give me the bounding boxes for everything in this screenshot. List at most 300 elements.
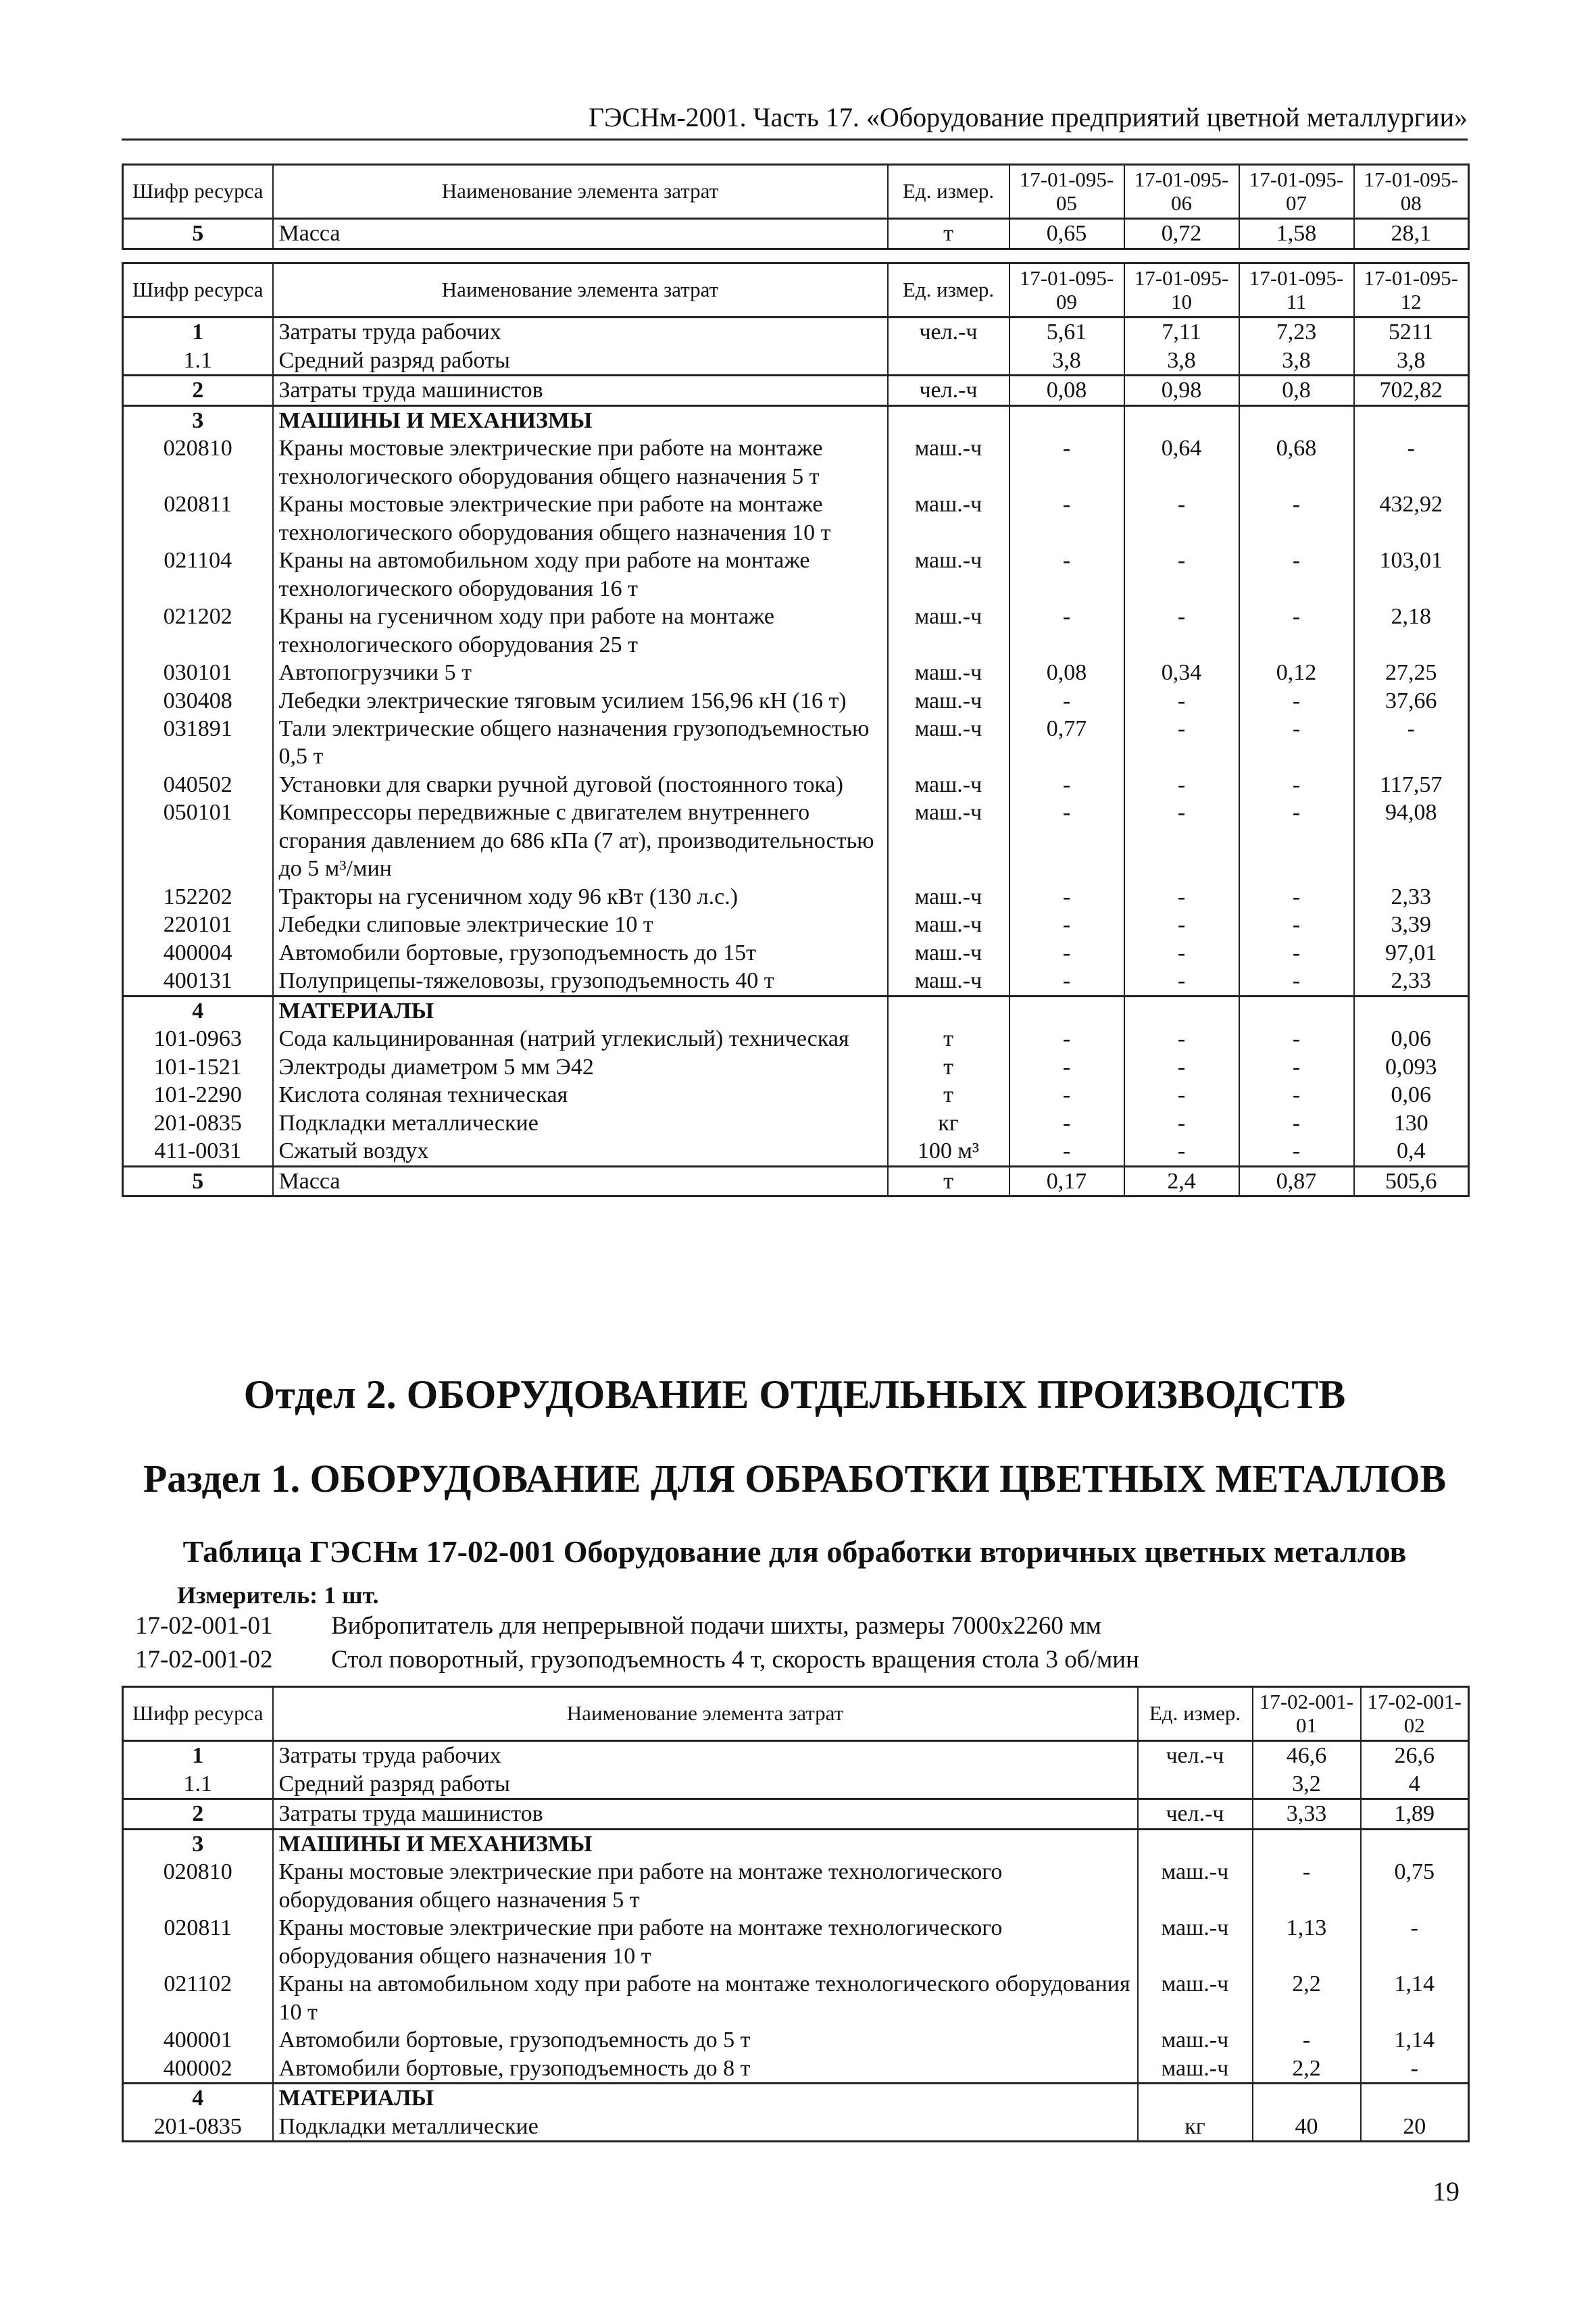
table-row <box>123 939 1469 967</box>
row-code: 1 <box>123 318 273 347</box>
row-unit: маш.-ч <box>888 967 1009 996</box>
row-value: 94,08 <box>1354 799 1469 882</box>
row-code: 5 <box>123 219 273 249</box>
table-3-header <box>123 1687 1469 1741</box>
row-name: Краны на автомобильном ходу при работе на монтаже технологического оборудования 10 т <box>273 1970 1138 2026</box>
row-unit: маш.-ч <box>888 434 1009 491</box>
row-value: 702,82 <box>1354 376 1469 405</box>
row-unit: маш.-ч <box>888 687 1009 715</box>
row-value: 1,14 <box>1361 1970 1469 2026</box>
row-name: Лебедки слиповые электрические 10 т <box>273 911 888 938</box>
header-col: 17-01-095-07 <box>1239 165 1354 219</box>
row-name: Полуприцепы-тяжеловозы, грузоподъемность 40 т <box>273 967 888 996</box>
row-unit: маш.-ч <box>1138 1970 1253 2026</box>
row-value: 7,23 <box>1239 318 1354 347</box>
row-value: 40 <box>1253 2113 1361 2142</box>
row-code: 3 <box>123 405 273 434</box>
row-value: 3,8 <box>1354 347 1469 376</box>
row-code: 400001 <box>123 2026 273 2054</box>
header-code: Шифр ресурса <box>123 263 273 318</box>
row-value: - <box>1361 2055 1469 2084</box>
table-title: Таблица ГЭСНм 17-02-001 Оборудование для обработки вторичных цветных металлов <box>182 1534 1407 1569</box>
row-code: 101-2290 <box>123 1081 273 1109</box>
row-value: 0,08 <box>1009 659 1124 686</box>
table-row <box>123 2026 1469 2054</box>
table-row <box>123 1025 1469 1053</box>
row-value: 26,6 <box>1361 1741 1469 1770</box>
row-name: Тали электрические общего назначения грузоподъемностью 0,5 т <box>273 715 888 771</box>
header-unit: Ед. измер. <box>888 263 1009 318</box>
row-value: 2,2 <box>1253 1970 1361 2026</box>
row-name: МАТЕРИАЛЫ <box>273 2084 1138 2113</box>
row-value: - <box>1124 1109 1239 1137</box>
header-code: Шифр ресурса <box>123 1687 273 1741</box>
row-value <box>1124 405 1239 434</box>
row-value: - <box>1361 1914 1469 1970</box>
row-code: 220101 <box>123 911 273 938</box>
row-unit <box>1138 1770 1253 1799</box>
row-unit: маш.-ч <box>888 771 1009 799</box>
row-value: - <box>1239 715 1354 771</box>
row-name: Затраты труда рабочих <box>273 318 888 347</box>
row-value <box>1354 405 1469 434</box>
table-row <box>123 547 1469 603</box>
header-col: 17-01-095-11 <box>1239 263 1354 318</box>
row-value <box>1354 996 1469 1025</box>
row-value: - <box>1009 1109 1124 1137</box>
row-value: - <box>1239 883 1354 911</box>
table-row <box>123 1109 1469 1137</box>
row-name: Автомобили бортовые, грузоподъемность до 8 т <box>273 2055 1138 2084</box>
row-unit: маш.-ч <box>888 491 1009 547</box>
row-name: Масса <box>273 1166 888 1196</box>
position-text: Стол поворотный, грузоподъемность 4 т, скорость вращения стола 3 об/мин <box>331 1646 1139 1674</box>
row-code: 4 <box>123 996 273 1025</box>
row-value: - <box>1239 799 1354 882</box>
meter-label: Измеритель: 1 шт. <box>177 1582 379 1609</box>
row-name: Подкладки металлические <box>273 2113 1138 2142</box>
row-value: - <box>1239 547 1354 603</box>
row-value: - <box>1124 799 1239 882</box>
row-value: 103,01 <box>1354 547 1469 603</box>
row-value: 0,4 <box>1354 1137 1469 1166</box>
table-row <box>123 491 1469 547</box>
row-unit <box>888 347 1009 376</box>
row-value: - <box>1009 939 1124 967</box>
row-value: 20 <box>1361 2113 1469 2142</box>
row-code: 020811 <box>123 491 273 547</box>
row-value: 130 <box>1354 1109 1469 1137</box>
table-row <box>123 434 1469 491</box>
row-value: 46,6 <box>1253 1741 1361 1770</box>
table-row <box>123 603 1469 659</box>
table-row <box>123 1770 1469 1799</box>
row-unit: маш.-ч <box>1138 1858 1253 1914</box>
table-row <box>123 1081 1469 1109</box>
row-name: Кислота соляная техническая <box>273 1081 888 1109</box>
header-col: 17-01-095-05 <box>1009 165 1124 219</box>
row-value <box>1253 2084 1361 2113</box>
row-name: Средний разряд работы <box>273 347 888 376</box>
row-code: 5 <box>123 1166 273 1196</box>
table-row <box>123 687 1469 715</box>
row-value: 3,8 <box>1009 347 1124 376</box>
row-name: Затраты труда рабочих <box>273 1741 1138 1770</box>
row-value <box>1361 2084 1469 2113</box>
row-code: 400002 <box>123 2055 273 2084</box>
row-code: 021104 <box>123 547 273 603</box>
row-code: 050101 <box>123 799 273 882</box>
table-1-header <box>123 165 1469 219</box>
row-code: 020810 <box>123 1858 273 1914</box>
row-name: Сжатый воздух <box>273 1137 888 1166</box>
row-unit: т <box>888 1025 1009 1053</box>
running-header: ГЭСНм-2001. Часть 17. «Оборудование предприятий цветной металлургии» <box>122 101 1468 141</box>
row-value: 0,06 <box>1354 1025 1469 1053</box>
row-unit: маш.-ч <box>888 603 1009 659</box>
row-value: 2,33 <box>1354 967 1469 996</box>
row-code: 1.1 <box>123 347 273 376</box>
row-value: - <box>1124 603 1239 659</box>
table-row <box>123 2113 1469 2142</box>
row-value: - <box>1124 911 1239 938</box>
row-unit: маш.-ч <box>888 659 1009 686</box>
row-value: - <box>1253 1858 1361 1914</box>
row-value: 3,8 <box>1239 347 1354 376</box>
row-value: 0,65 <box>1009 219 1124 249</box>
row-value: - <box>1124 939 1239 967</box>
table-row <box>123 911 1469 938</box>
header-col: 17-02-001-01 <box>1253 1687 1361 1741</box>
row-value: 1,89 <box>1361 1799 1469 1829</box>
resource-table-3 <box>122 1686 1470 2142</box>
row-name: Автомобили бортовые, грузоподъемность до 5 т <box>273 2026 1138 2054</box>
position-line <box>135 1645 1139 1674</box>
row-value: 2,2 <box>1253 2055 1361 2084</box>
row-unit: маш.-ч <box>888 939 1009 967</box>
row-value: 0,87 <box>1239 1166 1354 1196</box>
row-value: 2,18 <box>1354 603 1469 659</box>
row-value: 117,57 <box>1354 771 1469 799</box>
header-col: 17-01-095-09 <box>1009 263 1124 318</box>
row-value: - <box>1239 1137 1354 1166</box>
row-value: 0,72 <box>1124 219 1239 249</box>
row-value <box>1361 1829 1469 1858</box>
row-code: 021202 <box>123 603 273 659</box>
row-value: 2,4 <box>1124 1166 1239 1196</box>
row-value: - <box>1124 715 1239 771</box>
table-row <box>123 2084 1469 2113</box>
row-value: 3,8 <box>1124 347 1239 376</box>
row-code: 400131 <box>123 967 273 996</box>
row-value: 0,8 <box>1239 376 1354 405</box>
table-row <box>123 219 1469 249</box>
table-row <box>123 1970 1469 2026</box>
row-unit: т <box>888 1081 1009 1109</box>
position-code: 17-02-001-01 <box>135 1612 273 1640</box>
row-value: 0,08 <box>1009 376 1124 405</box>
row-unit: кг <box>888 1109 1009 1137</box>
row-value: - <box>1239 603 1354 659</box>
row-unit: т <box>888 1053 1009 1081</box>
department-heading: Отдел 2. ОБОРУДОВАНИЕ ОТДЕЛЬНЫХ ПРОИЗВОДСТВ <box>243 1372 1346 1417</box>
resource-table-2 <box>122 262 1470 1197</box>
row-name: МАШИНЫ И МЕХАНИЗМЫ <box>273 1829 1138 1858</box>
row-code: 1.1 <box>123 1770 273 1799</box>
row-code: 031891 <box>123 715 273 771</box>
row-name: Затраты труда машинистов <box>273 376 888 405</box>
header-code: Шифр ресурса <box>123 165 273 219</box>
row-code: 201-0835 <box>123 1109 273 1137</box>
row-name: Подкладки металлические <box>273 1109 888 1137</box>
row-unit: маш.-ч <box>888 883 1009 911</box>
position-code: 17-02-001-02 <box>135 1646 273 1674</box>
row-value: - <box>1009 883 1124 911</box>
page-number: 19 <box>1432 2176 1460 2207</box>
row-value: 1,58 <box>1239 219 1354 249</box>
row-value: 0,093 <box>1354 1053 1469 1081</box>
row-value: - <box>1124 1081 1239 1109</box>
row-code: 101-0963 <box>123 1025 273 1053</box>
row-unit <box>888 405 1009 434</box>
row-value: 0,64 <box>1124 434 1239 491</box>
row-value: 3,2 <box>1253 1770 1361 1799</box>
section-heading: Раздел 1. ОБОРУДОВАНИЕ ДЛЯ ОБРАБОТКИ ЦВЕТНЫХ МЕТАЛЛОВ <box>143 1457 1447 1501</box>
row-value: 2,33 <box>1354 883 1469 911</box>
header-unit: Ед. измер. <box>888 165 1009 219</box>
table-row <box>123 347 1469 376</box>
row-value <box>1239 405 1354 434</box>
row-value: - <box>1124 1053 1239 1081</box>
position-line <box>135 1611 1101 1640</box>
row-name: Краны мостовые электрические при работе на монтаже технологического оборудования общего назначения 10 т <box>273 1914 1138 1970</box>
row-name: Автомобили бортовые, грузоподъемность до 15т <box>273 939 888 967</box>
row-value: - <box>1239 911 1354 938</box>
row-value: - <box>1239 1053 1354 1081</box>
table-row <box>123 715 1469 771</box>
row-unit <box>1138 2084 1253 2113</box>
table-row <box>123 2055 1469 2084</box>
table-row <box>123 1829 1469 1858</box>
row-value: 0,06 <box>1354 1081 1469 1109</box>
table-row <box>123 1166 1469 1196</box>
table-row <box>123 1053 1469 1081</box>
row-value: 1,14 <box>1361 2026 1469 2054</box>
row-value: - <box>1009 1081 1124 1109</box>
table-row <box>123 1914 1469 1970</box>
header-unit: Ед. измер. <box>1138 1687 1253 1741</box>
row-name: Краны на автомобильном ходу при работе на монтаже технологического оборудования 16 т <box>273 547 888 603</box>
row-unit: маш.-ч <box>1138 2026 1253 2054</box>
row-value: - <box>1009 603 1124 659</box>
row-value: - <box>1354 715 1469 771</box>
row-value: 5211 <box>1354 318 1469 347</box>
row-unit: маш.-ч <box>888 547 1009 603</box>
row-value: - <box>1009 434 1124 491</box>
position-text: Вибропитатель для непрерывной подачи шихты, размеры 7000x2260 мм <box>331 1612 1101 1640</box>
row-unit: маш.-ч <box>888 715 1009 771</box>
header-col: 17-01-095-12 <box>1354 263 1469 318</box>
row-value: 3,33 <box>1253 1799 1361 1829</box>
row-value: 1,13 <box>1253 1914 1361 1970</box>
row-unit: 100 м³ <box>888 1137 1009 1166</box>
row-code: 020811 <box>123 1914 273 1970</box>
row-name: Компрессоры передвижные с двигателем внутреннего сгорания давлением до 686 кПа (7 ат), производительностью до 5 м³/мин <box>273 799 888 882</box>
row-unit: т <box>888 219 1009 249</box>
row-code: 152202 <box>123 883 273 911</box>
row-value: - <box>1009 967 1124 996</box>
table-row <box>123 799 1469 882</box>
resource-table-1 <box>122 164 1470 250</box>
table-row <box>123 1137 1469 1166</box>
row-value <box>1253 1829 1361 1858</box>
table-2-header <box>123 263 1469 318</box>
row-value: - <box>1009 687 1124 715</box>
row-unit: маш.-ч <box>888 911 1009 938</box>
row-value: - <box>1239 1109 1354 1137</box>
row-code: 411-0031 <box>123 1137 273 1166</box>
row-value: 0,34 <box>1124 659 1239 686</box>
row-code: 021102 <box>123 1970 273 2026</box>
row-code: 2 <box>123 376 273 405</box>
row-value: 37,66 <box>1354 687 1469 715</box>
row-name: МАТЕРИАЛЫ <box>273 996 888 1025</box>
row-unit: маш.-ч <box>1138 2055 1253 2084</box>
row-name: Лебедки электрические тяговым усилием 156,96 кН (16 т) <box>273 687 888 715</box>
row-unit: чел.-ч <box>1138 1741 1253 1770</box>
row-unit: чел.-ч <box>888 318 1009 347</box>
row-unit: маш.-ч <box>888 799 1009 882</box>
row-value: 97,01 <box>1354 939 1469 967</box>
row-value: 4 <box>1361 1770 1469 1799</box>
row-name: Автопогрузчики 5 т <box>273 659 888 686</box>
row-value: 0,98 <box>1124 376 1239 405</box>
row-code: 3 <box>123 1829 273 1858</box>
row-unit: маш.-ч <box>1138 1914 1253 1970</box>
table-row <box>123 771 1469 799</box>
row-name: Средний разряд работы <box>273 1770 1138 1799</box>
row-value: - <box>1009 911 1124 938</box>
row-value: 0,77 <box>1009 715 1124 771</box>
row-value: 432,92 <box>1354 491 1469 547</box>
row-value <box>1124 996 1239 1025</box>
row-value: - <box>1124 687 1239 715</box>
row-code: 201-0835 <box>123 2113 273 2142</box>
row-value: 28,1 <box>1354 219 1469 249</box>
row-code: 030408 <box>123 687 273 715</box>
table-row <box>123 883 1469 911</box>
header-col: 17-01-095-06 <box>1124 165 1239 219</box>
row-unit: чел.-ч <box>888 376 1009 405</box>
row-value <box>1009 996 1124 1025</box>
row-value: - <box>1124 771 1239 799</box>
header-name: Наименование элемента затрат <box>273 263 888 318</box>
row-name: Краны на гусеничном ходу при работе на монтаже технологического оборудования 25 т <box>273 603 888 659</box>
table-row <box>123 659 1469 686</box>
row-name: Краны мостовые электрические при работе на монтаже технологического оборудования общего назначения 10 т <box>273 491 888 547</box>
row-name: Масса <box>273 219 888 249</box>
header-col: 17-01-095-10 <box>1124 263 1239 318</box>
row-unit: т <box>888 1166 1009 1196</box>
row-value: - <box>1253 2026 1361 2054</box>
row-value: - <box>1124 547 1239 603</box>
table-row <box>123 376 1469 405</box>
row-name: МАШИНЫ И МЕХАНИЗМЫ <box>273 405 888 434</box>
row-code: 2 <box>123 1799 273 1829</box>
row-name: Краны мостовые электрические при работе на монтаже технологического оборудования общего назначения 5 т <box>273 1858 1138 1914</box>
row-value: - <box>1124 967 1239 996</box>
table-row <box>123 318 1469 347</box>
row-name: Тракторы на гусеничном ходу 96 кВт (130 л.с.) <box>273 883 888 911</box>
row-value: - <box>1239 687 1354 715</box>
row-name: Электроды диаметром 5 мм Э42 <box>273 1053 888 1081</box>
row-code: 101-1521 <box>123 1053 273 1081</box>
row-value: - <box>1239 939 1354 967</box>
table-row <box>123 1858 1469 1914</box>
row-code: 020810 <box>123 434 273 491</box>
table-row <box>123 1799 1469 1829</box>
row-unit <box>888 996 1009 1025</box>
row-value: - <box>1009 1025 1124 1053</box>
header-name: Наименование элемента затрат <box>273 165 888 219</box>
header-name: Наименование элемента затрат <box>273 1687 1138 1741</box>
row-code: 400004 <box>123 939 273 967</box>
row-code: 1 <box>123 1741 273 1770</box>
row-value: - <box>1009 799 1124 882</box>
row-code: 4 <box>123 2084 273 2113</box>
row-value: - <box>1009 771 1124 799</box>
row-unit: кг <box>1138 2113 1253 2142</box>
row-value: 3,39 <box>1354 911 1469 938</box>
header-col: 17-01-095-08 <box>1354 165 1469 219</box>
row-unit <box>1138 1829 1253 1858</box>
row-value: - <box>1124 883 1239 911</box>
row-value: 0,12 <box>1239 659 1354 686</box>
row-code: 040502 <box>123 771 273 799</box>
row-value: 27,25 <box>1354 659 1469 686</box>
row-code: 030101 <box>123 659 273 686</box>
row-value: 505,6 <box>1354 1166 1469 1196</box>
row-value: - <box>1009 1053 1124 1081</box>
table-row <box>123 1741 1469 1770</box>
row-name: Краны мостовые электрические при работе на монтаже технологического оборудования общего назначения 5 т <box>273 434 888 491</box>
row-name: Затраты труда машинистов <box>273 1799 1138 1829</box>
row-value: - <box>1009 1137 1124 1166</box>
row-value: - <box>1239 771 1354 799</box>
table-row <box>123 967 1469 996</box>
row-value: - <box>1239 1081 1354 1109</box>
row-value: 0,68 <box>1239 434 1354 491</box>
row-value: 7,11 <box>1124 318 1239 347</box>
row-value: - <box>1124 1137 1239 1166</box>
table-row <box>123 996 1469 1025</box>
row-value: 0,75 <box>1361 1858 1469 1914</box>
row-value <box>1239 996 1354 1025</box>
row-value <box>1009 405 1124 434</box>
header-col: 17-02-001-02 <box>1361 1687 1469 1741</box>
row-value: - <box>1239 1025 1354 1053</box>
row-value: - <box>1354 434 1469 491</box>
row-value: - <box>1009 547 1124 603</box>
row-value: - <box>1124 1025 1239 1053</box>
row-value: - <box>1239 491 1354 547</box>
row-name: Сода кальцинированная (натрий углекислый) техническая <box>273 1025 888 1053</box>
row-value: 0,17 <box>1009 1166 1124 1196</box>
row-value: - <box>1009 491 1124 547</box>
table-row <box>123 405 1469 434</box>
row-unit: чел.-ч <box>1138 1799 1253 1829</box>
row-name: Установки для сварки ручной дуговой (постоянного тока) <box>273 771 888 799</box>
